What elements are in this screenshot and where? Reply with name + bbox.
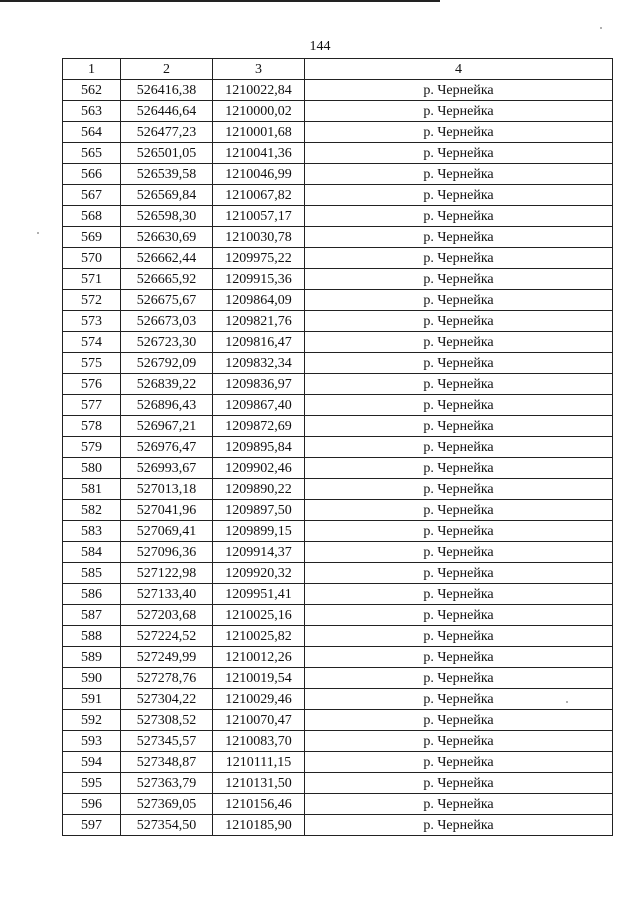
y-coordinate-cell: 1210057,17 [213,206,305,227]
object-name-cell: р. Чернейка [305,584,613,605]
object-name-cell: р. Чернейка [305,122,613,143]
y-coordinate-cell: 1210012,26 [213,647,305,668]
point-number-cell: 582 [63,500,121,521]
point-number-cell: 594 [63,752,121,773]
point-number-cell: 585 [63,563,121,584]
y-coordinate-cell: 1209821,76 [213,311,305,332]
table-row [63,290,613,311]
object-name-cell: р. Чернейка [305,164,613,185]
x-coordinate-cell: 527133,40 [121,584,213,605]
object-name-cell: р. Чернейка [305,206,613,227]
object-name-cell: р. Чернейка [305,521,613,542]
point-number-cell: 575 [63,353,121,374]
object-name-cell: р. Чернейка [305,542,613,563]
object-name-cell: р. Чернейка [305,248,613,269]
y-coordinate-cell: 1210046,99 [213,164,305,185]
object-name-cell: р. Чернейка [305,731,613,752]
point-number-cell: 584 [63,542,121,563]
x-coordinate-cell: 526477,23 [121,122,213,143]
x-coordinate-cell: 527345,57 [121,731,213,752]
object-name-cell: р. Чернейка [305,437,613,458]
point-number-cell: 564 [63,122,121,143]
object-name-cell: р. Чернейка [305,815,613,836]
table-row [63,605,613,626]
x-coordinate-cell: 527308,52 [121,710,213,731]
point-number-cell: 578 [63,416,121,437]
table-row [63,626,613,647]
object-name-cell: р. Чернейка [305,353,613,374]
x-coordinate-cell: 527354,50 [121,815,213,836]
object-name-cell: р. Чернейка [305,605,613,626]
table-row [63,332,613,353]
y-coordinate-cell: 1210029,46 [213,689,305,710]
object-name-cell: р. Чернейка [305,458,613,479]
x-coordinate-cell: 526501,05 [121,143,213,164]
x-coordinate-cell: 527096,36 [121,542,213,563]
y-coordinate-cell: 1210030,78 [213,227,305,248]
y-coordinate-cell: 1209899,15 [213,521,305,542]
y-coordinate-cell: 1210070,47 [213,710,305,731]
object-name-cell: р. Чернейка [305,290,613,311]
point-number-cell: 567 [63,185,121,206]
table-row [63,311,613,332]
x-coordinate-cell: 527304,22 [121,689,213,710]
object-name-cell: р. Чернейка [305,374,613,395]
point-number-cell: 566 [63,164,121,185]
x-coordinate-cell: 527249,99 [121,647,213,668]
y-coordinate-cell: 1209902,46 [213,458,305,479]
object-name-cell: р. Чернейка [305,668,613,689]
table-row [63,794,613,815]
x-coordinate-cell: 527069,41 [121,521,213,542]
x-coordinate-cell: 526976,47 [121,437,213,458]
table-row [63,206,613,227]
x-coordinate-cell: 526416,38 [121,80,213,101]
object-name-cell: р. Чернейка [305,479,613,500]
y-coordinate-cell: 1210041,36 [213,143,305,164]
point-number-cell: 588 [63,626,121,647]
y-coordinate-cell: 1209920,32 [213,563,305,584]
y-coordinate-cell: 1209890,22 [213,479,305,500]
table-row [63,542,613,563]
table-row [63,101,613,122]
table-row [63,815,613,836]
header-cell-2: 2 [121,59,213,80]
point-number-cell: 592 [63,710,121,731]
point-number-cell: 589 [63,647,121,668]
point-number-cell: 574 [63,332,121,353]
object-name-cell: р. Чернейка [305,626,613,647]
scan-speck [566,701,568,703]
table-row [63,584,613,605]
table-row [63,437,613,458]
table-row [63,752,613,773]
x-coordinate-cell: 526569,84 [121,185,213,206]
point-number-cell: 580 [63,458,121,479]
x-coordinate-cell: 526662,44 [121,248,213,269]
table-row [63,731,613,752]
table-row [63,269,613,290]
y-coordinate-cell: 1209832,34 [213,353,305,374]
table-row [63,521,613,542]
point-number-cell: 573 [63,311,121,332]
y-coordinate-cell: 1210156,46 [213,794,305,815]
x-coordinate-cell: 527369,05 [121,794,213,815]
y-coordinate-cell: 1209864,09 [213,290,305,311]
point-number-cell: 569 [63,227,121,248]
header-cell-4: 4 [305,59,613,80]
x-coordinate-cell: 526896,43 [121,395,213,416]
x-coordinate-cell: 527122,98 [121,563,213,584]
object-name-cell: р. Чернейка [305,269,613,290]
object-name-cell: р. Чернейка [305,80,613,101]
point-number-cell: 571 [63,269,121,290]
table-row [63,227,613,248]
point-number-cell: 583 [63,521,121,542]
table-row [63,374,613,395]
object-name-cell: р. Чернейка [305,752,613,773]
x-coordinate-cell: 526665,92 [121,269,213,290]
x-coordinate-cell: 527041,96 [121,500,213,521]
point-number-cell: 568 [63,206,121,227]
table-row [63,668,613,689]
x-coordinate-cell: 526675,67 [121,290,213,311]
table-body [63,80,613,836]
point-number-cell: 587 [63,605,121,626]
y-coordinate-cell: 1210000,02 [213,101,305,122]
point-number-cell: 572 [63,290,121,311]
object-name-cell: р. Чернейка [305,689,613,710]
table-row [63,122,613,143]
top-border-line [0,0,440,2]
table-row [63,143,613,164]
x-coordinate-cell: 526630,69 [121,227,213,248]
object-name-cell: р. Чернейка [305,143,613,164]
object-name-cell: р. Чернейка [305,332,613,353]
y-coordinate-cell: 1209915,36 [213,269,305,290]
object-name-cell: р. Чернейка [305,395,613,416]
header-row [63,59,613,80]
x-coordinate-cell: 526598,30 [121,206,213,227]
y-coordinate-cell: 1210019,54 [213,668,305,689]
point-number-cell: 595 [63,773,121,794]
x-coordinate-cell: 527224,52 [121,626,213,647]
scan-speck [37,232,39,234]
object-name-cell: р. Чернейка [305,311,613,332]
table-row [63,248,613,269]
object-name-cell: р. Чернейка [305,227,613,248]
y-coordinate-cell: 1210067,82 [213,185,305,206]
object-name-cell: р. Чернейка [305,563,613,584]
object-name-cell: р. Чернейка [305,416,613,437]
x-coordinate-cell: 527363,79 [121,773,213,794]
point-number-cell: 590 [63,668,121,689]
object-name-cell: р. Чернейка [305,185,613,206]
table-row [63,563,613,584]
point-number-cell: 579 [63,437,121,458]
x-coordinate-cell: 526539,58 [121,164,213,185]
x-coordinate-cell: 526792,09 [121,353,213,374]
x-coordinate-cell: 526446,64 [121,101,213,122]
y-coordinate-cell: 1209897,50 [213,500,305,521]
table-row [63,479,613,500]
object-name-cell: р. Чернейка [305,710,613,731]
object-name-cell: р. Чернейка [305,773,613,794]
point-number-cell: 570 [63,248,121,269]
y-coordinate-cell: 1210185,90 [213,815,305,836]
point-number-cell: 576 [63,374,121,395]
point-number-cell: 562 [63,80,121,101]
y-coordinate-cell: 1209867,40 [213,395,305,416]
x-coordinate-cell: 527013,18 [121,479,213,500]
y-coordinate-cell: 1210025,16 [213,605,305,626]
point-number-cell: 586 [63,584,121,605]
x-coordinate-cell: 526839,22 [121,374,213,395]
object-name-cell: р. Чернейка [305,794,613,815]
table-row [63,647,613,668]
table-row [63,689,613,710]
point-number-cell: 565 [63,143,121,164]
point-number-cell: 591 [63,689,121,710]
header-cell-1: 1 [63,59,121,80]
y-coordinate-cell: 1209951,41 [213,584,305,605]
point-number-cell: 581 [63,479,121,500]
y-coordinate-cell: 1210022,84 [213,80,305,101]
table-row [63,185,613,206]
point-number-cell: 596 [63,794,121,815]
object-name-cell: р. Чернейка [305,647,613,668]
table-row [63,773,613,794]
y-coordinate-cell: 1210131,50 [213,773,305,794]
object-name-cell: р. Чернейка [305,101,613,122]
object-name-cell: р. Чернейка [305,500,613,521]
point-number-cell: 563 [63,101,121,122]
y-coordinate-cell: 1209914,37 [213,542,305,563]
table-row [63,458,613,479]
x-coordinate-cell: 527348,87 [121,752,213,773]
y-coordinate-cell: 1209836,97 [213,374,305,395]
page-number: 144 [309,39,331,54]
point-number-cell: 577 [63,395,121,416]
x-coordinate-cell: 526993,67 [121,458,213,479]
table-row [63,164,613,185]
y-coordinate-cell: 1209975,22 [213,248,305,269]
y-coordinate-cell: 1210083,70 [213,731,305,752]
y-coordinate-cell: 1210001,68 [213,122,305,143]
table-row [63,353,613,374]
table-row [63,500,613,521]
header-cell-3: 3 [213,59,305,80]
y-coordinate-cell: 1210025,82 [213,626,305,647]
point-number-cell: 597 [63,815,121,836]
x-coordinate-cell: 526723,30 [121,332,213,353]
point-number-cell: 593 [63,731,121,752]
coordinates-table [62,58,613,836]
scan-speck [600,27,602,29]
y-coordinate-cell: 1209816,47 [213,332,305,353]
table-row [63,416,613,437]
x-coordinate-cell: 527278,76 [121,668,213,689]
x-coordinate-cell: 526967,21 [121,416,213,437]
x-coordinate-cell: 526673,03 [121,311,213,332]
x-coordinate-cell: 527203,68 [121,605,213,626]
table-row [63,80,613,101]
table-row [63,710,613,731]
y-coordinate-cell: 1209872,69 [213,416,305,437]
y-coordinate-cell: 1209895,84 [213,437,305,458]
table-row [63,395,613,416]
y-coordinate-cell: 1210111,15 [213,752,305,773]
